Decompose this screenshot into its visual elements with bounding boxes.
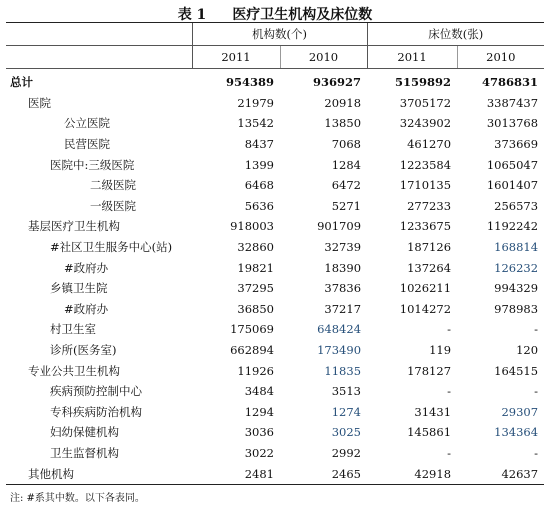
row-label: 专业公共卫生机构 (28, 363, 120, 378)
cell-value: 1284 (331, 157, 362, 172)
cell-value: 1223584 (399, 157, 452, 172)
row-label: 村卫生室 (50, 322, 96, 337)
cell-value: 6468 (244, 178, 274, 193)
cell-value: 42637 (457, 463, 544, 484)
row-label: 疾病预防控制中心 (50, 384, 142, 399)
cell-value: 1233675 (399, 219, 452, 234)
header-blank (6, 46, 192, 69)
table-row (6, 216, 544, 237)
cell-value: 3243902 (399, 116, 452, 131)
cell-value: 36850 (237, 301, 274, 316)
table-row (6, 402, 544, 423)
cell-value: 3705172 (399, 95, 452, 110)
cell-value: - (534, 322, 539, 337)
header-year: 2011 (192, 46, 280, 69)
cell-value: 901709 (317, 219, 362, 234)
cell-value: 3022 (244, 445, 274, 460)
cell-value: 120 (516, 343, 539, 358)
cell-value: 11926 (237, 363, 274, 378)
row-label: 乡镇卫生院 (50, 281, 108, 296)
table-row (6, 134, 544, 155)
cell-value: 3513 (331, 384, 362, 399)
cell-value: 4786831 (482, 75, 539, 90)
row-label: 医院中:三级医院 (50, 157, 135, 172)
cell-value: 32739 (324, 240, 362, 255)
cell-value: 918003 (230, 219, 274, 234)
cell-value: 1192242 (486, 219, 539, 234)
cell-value: 1710135 (399, 178, 452, 193)
table-row (6, 381, 544, 402)
cell-value: 126232 (494, 260, 539, 275)
table-row (6, 196, 544, 217)
cell-value: 1294 (244, 404, 274, 419)
cell-value: 3387437 (486, 95, 539, 110)
cell-value: 662894 (230, 343, 274, 358)
header-beds: 床位数(张) (367, 23, 544, 46)
cell-value: 461270 (407, 137, 452, 152)
cell-value: 20918 (324, 95, 362, 110)
header-year: 2011 (367, 46, 457, 69)
table-number: 表 1 (177, 7, 207, 23)
row-label: #社区卫生服务中心(站) (50, 240, 173, 255)
cell-value: 7068 (331, 137, 362, 152)
cell-value: 119 (429, 343, 452, 358)
data-table (6, 22, 544, 485)
row-label: 公立医院 (64, 116, 110, 131)
table-row (6, 360, 544, 381)
table-body (6, 69, 544, 485)
table-row (6, 299, 544, 320)
cell-value: 37836 (324, 281, 362, 296)
cell-value: 13542 (237, 116, 274, 131)
cell-value: 1601407 (486, 178, 539, 193)
cell-value: 32860 (237, 240, 274, 255)
cell-value: 994329 (494, 281, 539, 296)
row-label: 二级医院 (90, 178, 136, 193)
cell-value: 954389 (225, 75, 274, 90)
cell-value: 1274 (331, 404, 362, 419)
cell-value: - (447, 384, 452, 399)
cell-value: - (447, 322, 452, 337)
header-blank (6, 23, 192, 46)
cell-value: 5159892 (395, 75, 452, 90)
cell-value: 3013768 (486, 116, 539, 131)
cell-value: 3025 (331, 425, 362, 440)
row-label: 一级医院 (90, 198, 136, 213)
table-row (6, 257, 544, 278)
cell-value: 42918 (367, 463, 457, 484)
table-row (6, 443, 544, 464)
table-row (6, 278, 544, 299)
table-row (6, 319, 544, 340)
cell-value: 31431 (414, 404, 452, 419)
cell-value: 1014272 (399, 301, 452, 316)
cell-value: 3484 (244, 384, 274, 399)
cell-value: 3036 (244, 425, 274, 440)
cell-value: 8437 (244, 137, 274, 152)
cell-value: 145861 (407, 425, 452, 440)
cell-value: 13850 (324, 116, 362, 131)
cell-value: 1026211 (399, 281, 452, 296)
cell-value: 277233 (407, 198, 452, 213)
row-label: 妇幼保健机构 (50, 425, 119, 440)
cell-value: 1065047 (486, 157, 539, 172)
cell-value: 134364 (494, 425, 539, 440)
table-row (6, 154, 544, 175)
table-row (6, 422, 544, 443)
header-row-groups (6, 23, 544, 46)
row-label: #政府办 (64, 260, 109, 275)
table-row (6, 175, 544, 196)
cell-value: 21979 (237, 95, 274, 110)
cell-value: 2992 (331, 445, 362, 460)
cell-value: 173490 (317, 343, 362, 358)
cell-value: 2465 (280, 463, 367, 484)
cell-value: 373669 (494, 137, 539, 152)
cell-value: 19821 (237, 260, 274, 275)
cell-value: 164515 (494, 363, 539, 378)
cell-value: 5271 (331, 198, 362, 213)
cell-value: 936927 (313, 75, 362, 90)
table-row (6, 463, 544, 484)
row-label: 民营医院 (64, 137, 110, 152)
cell-value: 37217 (324, 301, 362, 316)
cell-value: - (534, 384, 539, 399)
row-label: 总计 (10, 75, 33, 90)
table-row (6, 69, 544, 93)
header-institutions: 机构数(个) (192, 23, 367, 46)
table-row (6, 237, 544, 258)
cell-value: 978983 (494, 301, 539, 316)
cell-value: 137264 (407, 260, 452, 275)
table-row (6, 93, 544, 114)
table-title-text: 医疗卫生机构及床位数 (232, 7, 373, 23)
table-row (6, 340, 544, 361)
cell-value: - (447, 445, 452, 460)
cell-value: 37295 (237, 281, 274, 296)
row-label: 卫生监督机构 (50, 445, 119, 460)
table-row (6, 113, 544, 134)
cell-value: 2481 (192, 463, 280, 484)
cell-value: - (534, 445, 539, 460)
cell-value: 29307 (501, 404, 539, 419)
cell-value: 5636 (244, 198, 274, 213)
cell-value: 1399 (244, 157, 274, 172)
row-label: 其他机构 (6, 463, 192, 484)
header-row-years (6, 46, 544, 69)
cell-value: 178127 (407, 363, 452, 378)
row-label: 专科疾病防治机构 (50, 404, 142, 419)
cell-value: 256573 (494, 198, 539, 213)
row-label: 基层医疗卫生机构 (28, 219, 120, 234)
cell-value: 187126 (407, 240, 452, 255)
cell-value: 168814 (494, 240, 539, 255)
table-title (0, 4, 550, 24)
row-label: #政府办 (64, 301, 109, 316)
cell-value: 6472 (331, 178, 362, 193)
header-year: 2010 (280, 46, 367, 69)
row-label: 诊所(医务室) (50, 343, 117, 358)
cell-value: 11835 (324, 363, 362, 378)
cell-value: 648424 (317, 322, 362, 337)
header-year: 2010 (457, 46, 544, 69)
cell-value: 175069 (230, 322, 274, 337)
row-label: 医院 (28, 95, 51, 110)
cell-value: 18390 (324, 260, 362, 275)
footnote: 注: #系其中数。以下各表同。 (10, 493, 145, 504)
